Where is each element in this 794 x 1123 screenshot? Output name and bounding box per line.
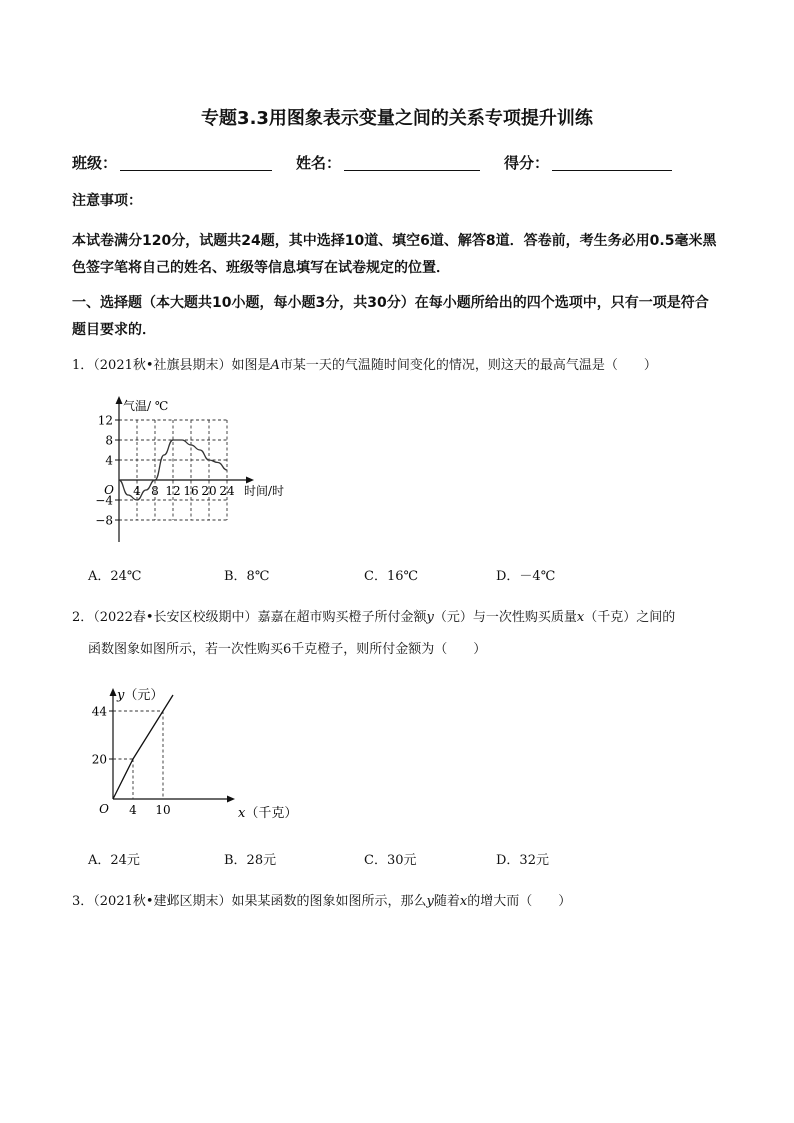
x-axis-arrow <box>227 796 235 803</box>
notice-body <box>72 228 722 282</box>
question-1 <box>72 350 722 382</box>
section-line: 一、选择题（本大题共10小题，每小题3分，共30分）在每小题所给出的四个选项中，只有一项是符合 <box>72 295 709 311</box>
y-tick-label: −4 <box>95 493 113 508</box>
notice-title: 注意事项： <box>72 193 142 209</box>
option-c[interactable]: C．30元 <box>364 853 417 868</box>
x-tick-label: 12 <box>165 484 181 498</box>
y-axis-label: 气温/ ℃ <box>123 399 169 413</box>
question-1-prefix: 1．（2021秋•社旗县期末）如图是 <box>72 358 271 373</box>
score-field[interactable] <box>552 170 672 171</box>
x-axis-label: x（千克） <box>238 806 298 821</box>
x-tick-label: 10 <box>155 803 171 817</box>
notice-line: 色签字笔将自己的姓名、班级等信息填写在试卷规定的位置． <box>72 260 450 276</box>
question-2-line2: 函数图象如图所示，若一次性购买6千克橙子，则所付金额为（ ） <box>88 642 487 657</box>
question-1-suffix: 市某一天的气温随时间变化的情况，则这天的最高气温是（ ） <box>279 358 657 373</box>
section-heading <box>72 290 722 344</box>
y-tick-label: 8 <box>105 433 113 448</box>
question-2 <box>72 602 722 666</box>
origin-label: O <box>99 802 109 816</box>
page-title: 专题3.3用图象表示变量之间的关系专项提升训练 <box>201 108 593 129</box>
name-label: 姓名： <box>296 154 342 172</box>
x-axis-arrow <box>246 477 254 484</box>
option-a[interactable]: A．24℃ <box>88 569 142 584</box>
score-label: 得分： <box>504 154 550 172</box>
y-tick-label: 4 <box>105 453 113 468</box>
question-3: 3．（2021秋•建邺区期末）如果某函数的图象如图所示，那么y随着x的增大而（ ） <box>72 894 572 909</box>
option-d[interactable]: D．32元 <box>496 853 549 868</box>
y-axis-label: y（元） <box>117 688 164 703</box>
question-1-var: A <box>270 358 280 373</box>
option-d[interactable]: D．－4℃ <box>496 569 556 584</box>
name-field[interactable] <box>344 170 480 171</box>
x-tick-label: 4 <box>133 484 141 498</box>
student-info-row <box>72 152 722 176</box>
x-tick-label: 20 <box>201 484 217 498</box>
question-2-options <box>88 849 708 869</box>
class-field[interactable] <box>120 170 272 171</box>
y-tick-label: 12 <box>97 413 113 428</box>
x-tick-label: 8 <box>151 484 159 498</box>
x-axis-label: 时间/时 <box>244 484 285 498</box>
y-tick-label: −8 <box>95 513 113 528</box>
section-line: 题目要求的． <box>72 322 156 338</box>
x-tick-label: 16 <box>183 484 199 498</box>
option-b[interactable]: B．28元 <box>224 853 277 868</box>
x-tick-label: 4 <box>129 803 137 817</box>
y-axis-arrow <box>110 688 117 696</box>
option-b[interactable]: B．8℃ <box>224 569 270 584</box>
option-a[interactable]: A．24元 <box>88 853 140 868</box>
x-tick-label: 24 <box>219 484 235 498</box>
origin-label: O <box>104 483 114 497</box>
option-c[interactable]: C．16℃ <box>364 569 419 584</box>
notice-line: 本试卷满分120分，试题共24题，其中选择10道、填空6道、解答8道．答卷前，考生务必用0.5毫米黑 <box>72 233 717 249</box>
question-1-options <box>88 565 708 585</box>
y-tick-label: 20 <box>91 752 107 767</box>
question-2-line1: 2．（2022春•长安区校级期中）嘉嘉在超市购买橙子所付金额y（元）与一次性购买质量x（千克）之间的 <box>72 610 676 625</box>
y-axis-arrow <box>116 396 123 404</box>
class-label: 班级： <box>72 154 118 172</box>
y-tick-label: 44 <box>91 704 107 719</box>
price-chart <box>86 682 316 827</box>
temperature-chart <box>86 392 326 552</box>
